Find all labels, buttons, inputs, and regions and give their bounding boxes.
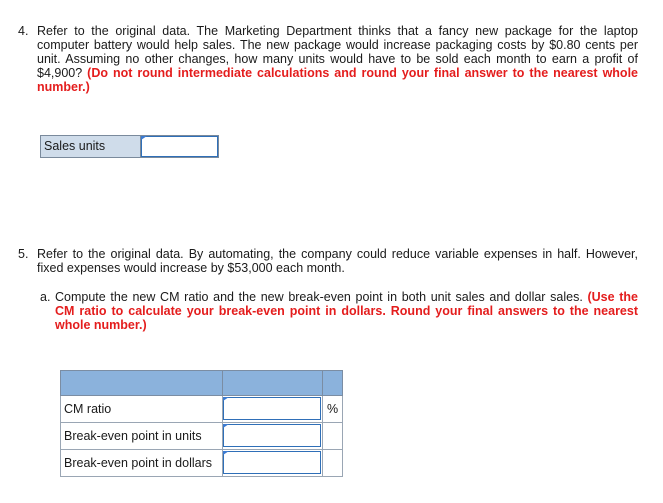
question-number: 5. [18,247,29,261]
sales-units-field [40,135,219,158]
answer-table [60,370,343,475]
table-row-cm-ratio [60,396,343,423]
break-even-dollars-input[interactable] [223,451,321,474]
column-divider [322,371,323,395]
answer-flag-icon [223,424,229,428]
question-text: Compute the new CM ratio and the new break-even point in both unit sales and dollar sales. [55,290,588,304]
question-instruction: (Do not round intermediate calculations and round your final answer to the nearest whole number.) [37,66,638,94]
question-5a-text [55,290,638,332]
answer-flag-icon [141,136,147,140]
column-divider [222,371,223,395]
row-label: Break-even point in dollars [64,456,212,470]
row-label: CM ratio [64,402,112,416]
answer-flag-icon [223,397,229,401]
sales-units-input[interactable] [141,136,218,157]
question-5a [40,290,638,338]
cm-ratio-input[interactable] [223,397,321,420]
table-row-break-even-units [60,423,343,450]
row-label: Break-even point in units [64,429,202,443]
question-4-text [37,24,638,94]
table-row-break-even-dollars [60,450,343,477]
question-instruction: (Use the CM ratio to calculate your break-even point in dollars. Round your final answers to the nearest whole number.) [55,290,638,332]
table-header [60,370,343,396]
question-text: Refer to the original data. The Marketing Department thinks that a fancy new package for the laptop computer battery would help sales. The new package would increase packaging costs by $0.80 cents per unit. Assuming no other changes, how many units would have to be sold each month to earn a profit of $4,900? [37,24,638,80]
question-5 [18,247,638,287]
question-number: 4. [18,24,29,38]
unit-cell [323,423,342,449]
answer-flag-icon [223,451,229,455]
question-4 [18,24,638,104]
question-text: Refer to the original data. By automating, the company could reduce variable expenses in half. However, fixed expenses would increase by $53,000 each month. [37,247,638,275]
sales-units-label: Sales units [41,136,141,157]
break-even-units-input[interactable] [223,424,321,447]
unit-cell [323,450,342,476]
percent-unit: % [326,402,339,416]
part-letter: a. [40,290,51,304]
